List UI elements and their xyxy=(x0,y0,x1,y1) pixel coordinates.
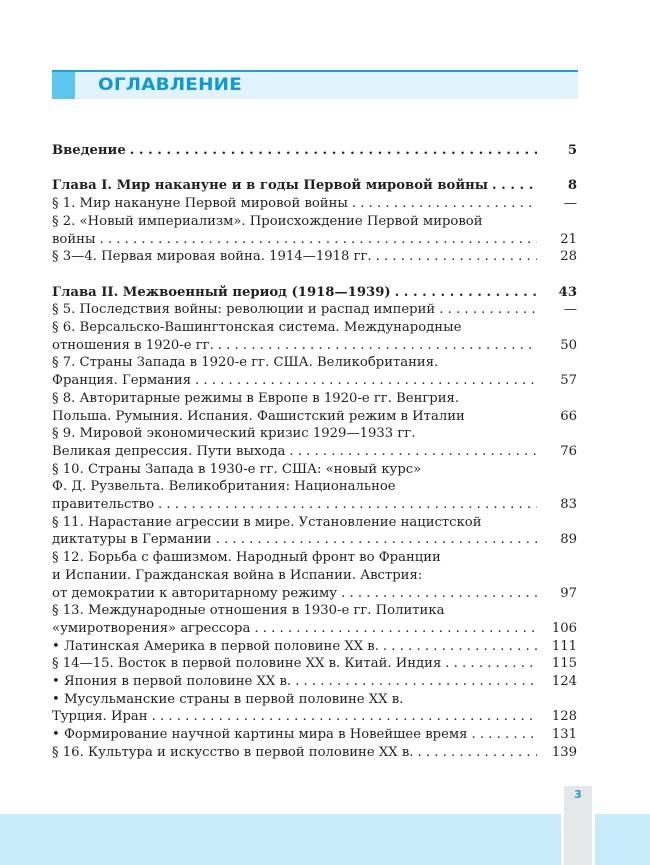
toc-entry-title: отношения в 1920-е гг. xyxy=(52,337,214,353)
toc-entry-line xyxy=(52,408,577,426)
toc-entry-title: Турция. Иран xyxy=(52,709,148,725)
toc-entry-line xyxy=(52,319,577,337)
dot-leader xyxy=(445,655,537,673)
toc-entry-line xyxy=(52,549,577,567)
dot-leader xyxy=(295,673,537,691)
toc-entry[interactable] xyxy=(52,514,577,549)
dot-leader xyxy=(289,443,537,461)
toc-entry-line xyxy=(52,248,577,266)
toc-entry-line xyxy=(52,231,577,249)
dot-leader xyxy=(471,726,537,744)
toc-entry-line xyxy=(52,177,577,195)
toc-page-number: 21 xyxy=(560,231,577,247)
toc-entry[interactable] xyxy=(52,549,577,602)
toc-page-number: 5 xyxy=(567,143,577,158)
bottom-band-decoration xyxy=(0,814,650,865)
toc-entry[interactable] xyxy=(52,691,577,726)
toc-entry-line xyxy=(52,213,577,231)
toc-entry-title: § 9. Мировой экономический кризис 1929—1933 гг. xyxy=(52,426,416,442)
toc-entry-line xyxy=(52,655,577,673)
toc-page-number: 50 xyxy=(560,337,577,353)
toc-entry-line xyxy=(52,372,577,390)
dot-leader xyxy=(439,301,537,319)
toc-page-number: 76 xyxy=(560,443,577,459)
toc-entry-line xyxy=(52,567,577,585)
toc-page-number: 28 xyxy=(560,249,577,265)
toc-page-number: 115 xyxy=(551,656,577,672)
toc-entry-line xyxy=(52,142,577,160)
toc-entry-title: Глава I. Мир накануне и в годы Первой мировой войны xyxy=(52,178,488,194)
dot-leader xyxy=(492,177,537,195)
toc-entry-title: Ф. Д. Рузвельта. Великобритания: Национальное xyxy=(52,479,396,495)
toc-entry[interactable] xyxy=(52,425,577,460)
toc-entry-line xyxy=(52,620,577,638)
toc-entry[interactable] xyxy=(52,638,577,656)
toc-entry-title: • Формирование научной картины мира в Новейшее время xyxy=(52,727,468,743)
toc-entry[interactable] xyxy=(52,301,577,319)
toc-entry-title: § 3—4. Первая мировая война. 1914—1918 гг. xyxy=(52,249,372,265)
toc-entry-title: правительство xyxy=(52,497,155,513)
toc-entry-line xyxy=(52,284,577,302)
toc-entry-line xyxy=(52,638,577,656)
toc-page-number: 97 xyxy=(560,585,577,601)
toc-entry-line xyxy=(52,195,577,213)
toc-entry-line xyxy=(52,478,577,496)
toc-entry[interactable] xyxy=(52,248,577,266)
toc-page-number: — xyxy=(563,302,577,318)
dot-leader xyxy=(383,638,537,656)
page-number: 3 xyxy=(574,788,582,801)
toc-entry-title: и Испании. Гражданская война в Испании. Австрия: xyxy=(52,567,423,583)
toc-entry-line xyxy=(52,301,577,319)
toc-entry-title: от демократии к авторитарному режиму xyxy=(52,585,338,601)
toc-entry[interactable] xyxy=(52,744,577,762)
toc-entry-title: § 5. Последствия войны: революции и распад империй xyxy=(52,302,436,318)
toc-entry-line xyxy=(52,496,577,514)
toc-entry-title: § 14—15. Восток в первой половине XX в. Китай. Индия xyxy=(52,656,442,672)
dot-leader xyxy=(152,708,537,726)
toc-entry-line xyxy=(52,726,577,744)
dot-leader xyxy=(195,372,537,390)
dot-leader xyxy=(417,744,537,762)
toc-page-number: 139 xyxy=(551,744,577,760)
toc-entry-title: • Латинская Америка в первой половине XX в. xyxy=(52,638,379,654)
toc-entry-line xyxy=(52,531,577,549)
toc-page-number: 66 xyxy=(560,408,577,424)
toc-entry-line xyxy=(52,354,577,372)
toc-entry-title: диктатуры в Германии xyxy=(52,532,212,548)
toc-page-number: 106 xyxy=(551,620,577,636)
table-of-contents xyxy=(52,142,577,762)
toc-entry-title: § 13. Международные отношения в 1930-е гг. Политика xyxy=(52,603,445,619)
toc-entry-line xyxy=(52,673,577,691)
toc-page-number: 43 xyxy=(558,284,577,300)
toc-page-number: 131 xyxy=(551,727,577,743)
toc-entry[interactable] xyxy=(52,655,577,673)
toc-entry-line xyxy=(52,691,577,709)
toc-page-number: 8 xyxy=(567,178,577,194)
toc-entry[interactable] xyxy=(52,354,577,389)
toc-entry[interactable] xyxy=(52,213,577,248)
toc-entry-title: Польша. Румыния. Испания. Фашистский режим в Италии xyxy=(52,408,465,424)
toc-entry-title: • Япония в первой половине XX в. xyxy=(52,674,292,690)
toc-entry-line xyxy=(52,425,577,443)
toc-entry-title: § 12. Борьба с фашизмом. Народный фронт во Франции xyxy=(52,550,441,566)
toc-entry-title: Введение xyxy=(52,143,126,158)
dot-leader xyxy=(130,142,537,160)
toc-page-number: 128 xyxy=(551,709,577,725)
toc-entry-title: войны xyxy=(52,231,96,247)
toc-page-number: 83 xyxy=(560,497,577,513)
toc-entry-title: § 7. Страны Запада в 1920-е гг. США. Великобритания. xyxy=(52,355,439,371)
toc-page-number: 89 xyxy=(560,532,577,548)
toc-entry-line xyxy=(52,443,577,461)
dot-leader xyxy=(376,248,537,266)
toc-entry-title: «умиротворения» агрессора xyxy=(52,620,251,636)
toc-entry-line xyxy=(52,337,577,355)
toc-entry-title: § 8. Авторитарные режимы в Европе в 1920-е гг. Венгрия. xyxy=(52,390,460,406)
toc-entry-line xyxy=(52,744,577,762)
toc-entry-title: § 16. Культура и искусство в первой половине XX в. xyxy=(52,744,414,760)
dot-leader xyxy=(99,231,537,249)
toc-entry[interactable] xyxy=(52,177,577,195)
toc-entry-line xyxy=(52,514,577,532)
toc-entry-title: § 11. Нарастание агрессии в мире. Установление нацистской xyxy=(52,514,482,530)
toc-entry[interactable] xyxy=(52,195,577,213)
toc-entry[interactable] xyxy=(52,673,577,691)
toc-entry-title: Глава II. Межвоенный период (1918—1939) xyxy=(52,284,391,300)
toc-entry[interactable] xyxy=(52,461,577,514)
toc-entry-title: § 1. Мир накануне Первой мировой войны xyxy=(52,196,348,212)
header-square-decoration xyxy=(52,72,75,99)
dot-leader xyxy=(352,195,537,213)
toc-entry[interactable] xyxy=(52,319,577,354)
toc-entry-line xyxy=(52,390,577,408)
toc-entry-title: § 6. Версальско-Вашингтонская система. Международные xyxy=(52,320,462,335)
toc-page-number: 124 xyxy=(551,674,577,690)
dot-leader xyxy=(254,620,537,638)
toc-entry-title: Франция. Германия xyxy=(52,373,192,389)
toc-page-number: — xyxy=(563,196,577,212)
header-banner xyxy=(52,70,578,99)
toc-entry-line xyxy=(52,585,577,603)
toc-page-number: 111 xyxy=(551,638,577,654)
toc-entry-title: • Мусульманские страны в первой половине XX в. xyxy=(52,691,404,707)
dot-leader xyxy=(218,337,537,355)
toc-page-number: 57 xyxy=(560,373,577,389)
page-number-tab xyxy=(561,786,595,865)
toc-entry[interactable] xyxy=(52,602,577,637)
toc-entry-line xyxy=(52,461,577,479)
dot-leader xyxy=(341,585,537,603)
toc-entry-title: § 10. Страны Запада в 1930-е гг. США: «новый курс» xyxy=(52,461,422,477)
page-title: ОГЛАВЛЕНИЕ xyxy=(98,75,242,95)
toc-entry[interactable] xyxy=(52,284,577,302)
toc-entry[interactable] xyxy=(52,726,577,744)
toc-entry-line xyxy=(52,602,577,620)
toc-entry-title: § 2. «Новый империализм». Происхождение Первой мировой xyxy=(52,213,483,229)
toc-entry[interactable] xyxy=(52,390,577,425)
toc-entry-title: Великая депрессия. Пути выхода xyxy=(52,443,286,459)
dot-leader xyxy=(395,284,537,302)
toc-entry-line xyxy=(52,708,577,726)
dot-leader xyxy=(158,496,537,514)
dot-leader xyxy=(216,531,537,549)
toc-entry[interactable] xyxy=(52,142,577,160)
